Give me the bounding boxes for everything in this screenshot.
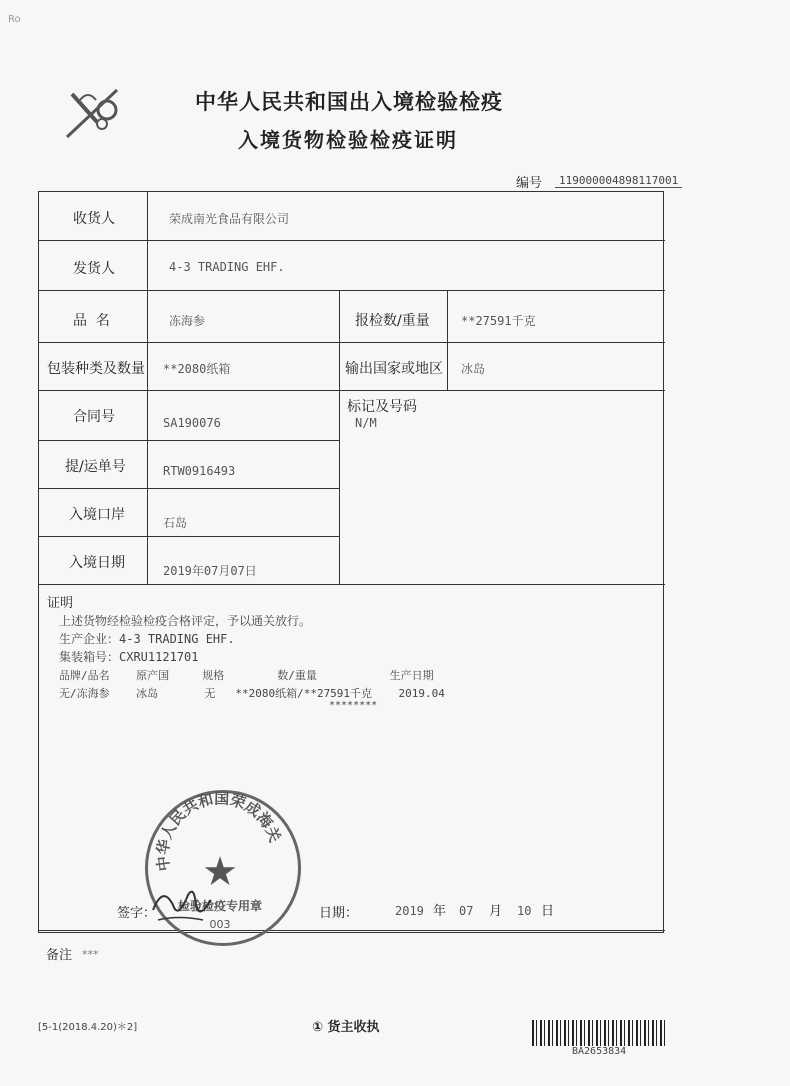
port-value: 石岛	[163, 516, 188, 530]
package-label: 包装种类及数量	[47, 361, 145, 377]
origin-value: 冰岛	[461, 362, 486, 376]
marks-value: N/M	[355, 416, 377, 430]
sign-year: 2019	[395, 904, 424, 918]
bl-label: 提/运单号	[65, 459, 126, 475]
sign-month: 07	[459, 904, 474, 918]
stamp-star-icon: ★	[202, 849, 238, 895]
qty-label: 报检数/重量	[355, 313, 430, 329]
consignor-value: 4-3 TRADING EHF.	[169, 260, 285, 274]
sign-day-unit: 日	[541, 904, 555, 919]
marks-label: 标记及号码	[347, 399, 417, 415]
form-code: [5-1(2018.4.20)＊2]	[38, 1022, 138, 1033]
bl-value: RTW0916493	[163, 464, 236, 478]
copy-note: ① 货主收执	[312, 1020, 380, 1035]
consignee-label: 收货人	[73, 211, 115, 227]
sign-day: 10	[517, 904, 532, 918]
customs-emblem-icon	[62, 82, 132, 142]
stamp-number: 003	[209, 918, 231, 931]
certification-label: 证明	[47, 596, 74, 611]
cert-no: 119000004898117001	[555, 174, 682, 188]
stamp-text: 中华人民共和国荣成海关	[153, 790, 285, 873]
cert-no-label: 编号	[516, 176, 543, 191]
sign-year-unit: 年	[433, 904, 447, 919]
barcode	[532, 1020, 666, 1046]
remarks-label: 备注	[46, 948, 73, 963]
cert-line-3: 集装箱号：CXRU1121701	[59, 650, 199, 664]
origin-label: 输出国家或地区	[345, 361, 443, 377]
cert-line-1: 上述货物经检验检疫合格评定，予以通关放行。	[59, 614, 312, 628]
certificate-table	[38, 191, 664, 933]
port-label: 入境口岸	[69, 507, 125, 523]
authority-title: 中华人民共和国出入境检验检疫	[195, 90, 503, 114]
barcode-text: BA2653834	[572, 1046, 627, 1057]
signature	[148, 880, 218, 930]
contract-value: SA190076	[163, 416, 221, 430]
cert-end-mark: ********	[329, 700, 378, 711]
entry-date-label: 入境日期	[69, 555, 125, 571]
entry-date-value: 2019年07月07日	[163, 564, 257, 578]
product-value: 冻海参	[169, 314, 206, 328]
cert-table-row: 无/冻海参 冰岛 无 **2080纸箱/**27591千克 2019.04	[59, 687, 445, 700]
qty-value: **27591千克	[461, 314, 536, 328]
top-left-mark: Ro	[8, 14, 21, 25]
cert-line-2: 生产企业：4-3 TRADING EHF.	[59, 632, 235, 646]
sign-label: 签字：	[117, 906, 157, 921]
product-label: 品 名	[73, 313, 110, 329]
package-value: **2080纸箱	[163, 362, 231, 376]
cert-table-header: 品牌/品名 原产国 规格 数/重量 生产日期	[59, 669, 434, 682]
contract-label: 合同号	[73, 409, 115, 425]
stamp-sub: 检验检疫专用章	[177, 899, 263, 913]
sign-month-unit: 月	[489, 904, 503, 919]
consignee-value: 荣成南光食品有限公司	[169, 212, 290, 226]
remarks-value: ***	[82, 948, 99, 961]
consignor-label: 发货人	[73, 261, 115, 277]
document-title: 入境货物检验检疫证明	[238, 128, 458, 152]
sign-date-label: 日期：	[319, 906, 359, 921]
